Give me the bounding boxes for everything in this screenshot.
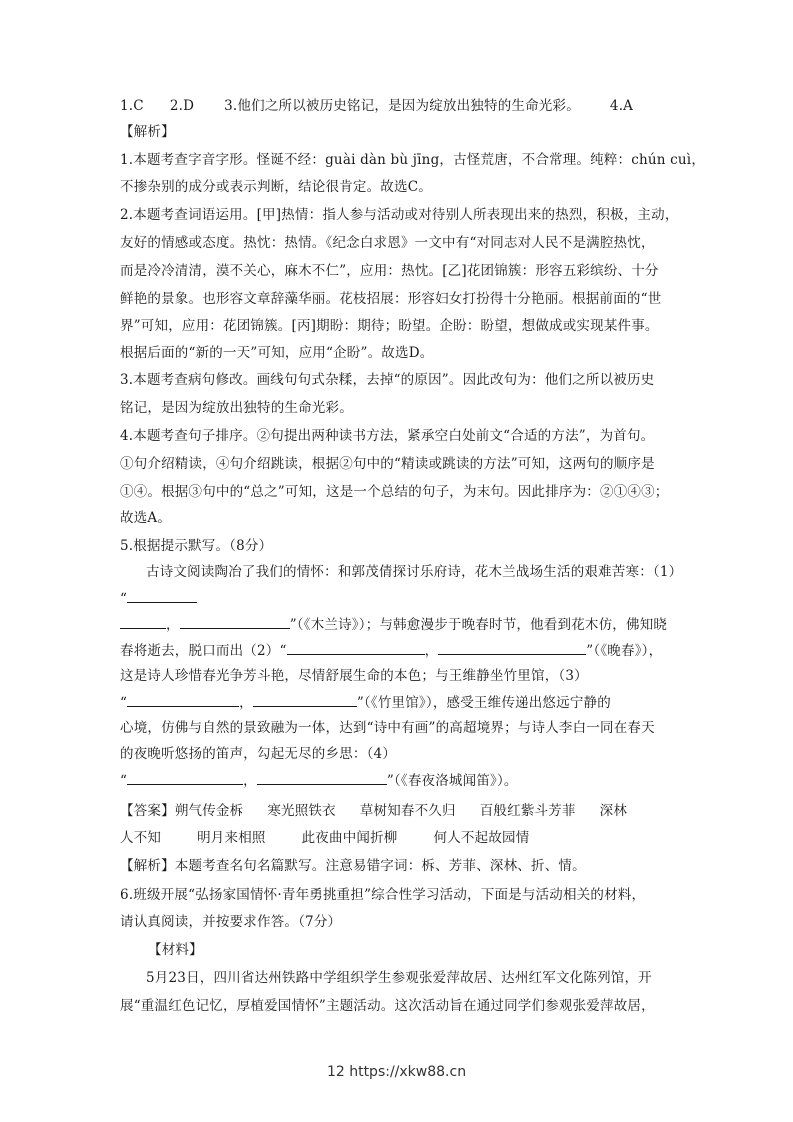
page-footer: 12 https://xkw88.cn: [326, 1064, 467, 1080]
q3-line-1: 3.本题考查病句修改。画线句句式杂糅，去掉“的原因”。因此改句为：他们之所以被历史: [120, 372, 655, 388]
wanchun-tail: ”（《晚春》），: [586, 643, 663, 659]
answer-4: 4.A: [609, 98, 634, 114]
fill-blank[interactable]: [257, 770, 387, 785]
answer-1: 1.C: [120, 98, 144, 114]
q2-line-6: 根据后面的“新的一天”可知，应用“企盼”。故选D。: [120, 345, 434, 361]
q6-line-2: 请认真阅读，并按要求作答。（7分）: [120, 914, 342, 930]
q6-line-1: 6.班级开展“弘扬家国情怀·青年勇挑重担”综合性学习活动，下面是与活动相关的材料，: [120, 887, 646, 903]
separator: ，: [239, 695, 253, 711]
fill-blank[interactable]: [127, 692, 239, 707]
answer-label: 【答案】: [120, 803, 175, 819]
open-quote: “: [120, 695, 128, 711]
q3-line-2: 铭记，是因为绽放出独特的生命光彩。: [120, 400, 353, 416]
fill-blank[interactable]: [180, 614, 290, 629]
q5-line-mulan: [120, 614, 680, 635]
q4-line-2: ①句介绍精读，④句介绍跳读，根据②句中的“精读或跳读的方法”可知，这两句的顺序是: [120, 456, 655, 472]
q6-material-line-1: 5月23日，四川省达州铁路中学组织学生参观张爱萍故居、达州红军文化陈列馆，开: [146, 970, 652, 986]
analysis-header: 【解析】: [120, 124, 175, 140]
q2-line-1: 2.本题考查词语运用。[甲]热情：指人参与活动或对待别人所表现出来的热烈，积极，主动，: [120, 207, 679, 223]
q4-line-1: 4.本题考查句子排序。②句提出两种读书方法，紧承空白处前文“合适的方法”，为首句。: [120, 428, 655, 444]
zhuliguan-tail: ”（《竹里馆》），感受王维传递出悠远宁静的: [356, 695, 611, 711]
luocheng-tail: ”（《春夜洛城闻笛》）。: [386, 773, 518, 789]
answers-row: [120, 96, 680, 116]
answer-item: 何人不起故园情: [433, 830, 530, 846]
q5-paragraph-5: 这是诗人珍惜春光争芳斗艳，尽情舒展生命的本色；与王维静坐竹里馆，（3）: [120, 668, 588, 684]
fill-blank[interactable]: [438, 640, 586, 655]
answer-item: 百般红紫斗芳菲: [479, 803, 576, 819]
answer-item: 深林: [599, 803, 628, 819]
fill-blank[interactable]: [253, 692, 357, 707]
q1-line-2: 不掺杂别的成分或表示判断，结论很肯定。故选C。: [120, 179, 432, 195]
q2-line-4: 鲜艳的景象。也形容文章辞藻华丽。花枝招展：形容妇女打扮得十分艳丽。根据前面的“世: [120, 291, 662, 307]
q2-line-5: 界”可知，应用：花团锦簇。[丙]期盼：期待；盼望。企盼：盼望，想做成或实现某件事。: [120, 318, 659, 334]
q6-material-line-2: 展“重温红色记忆，厚植爱国情怀”主题活动。这次活动旨在通过同学们参观张爱萍故居，: [120, 998, 655, 1014]
q6-material-label: 【材料】: [148, 942, 203, 958]
q5-answer-line-2: [120, 828, 680, 848]
fill-blank[interactable]: [127, 588, 197, 603]
answer-3: 3.他们之所以被历史铭记，是因为绽放出独特的生命光彩。: [224, 98, 580, 114]
q1-line-1: 1.本题考查字音字形。怪诞不经：guài dàn bù jīng，古怪荒唐，不合常理。纯粹：chún cuì，: [120, 152, 706, 168]
q5-title: 5.根据提示默写。（8分）: [120, 538, 273, 554]
separator: ，: [166, 617, 180, 633]
mulan-text: ”（《木兰诗》）；与韩愈漫步于晚春时节，他看到花木仿，佛知晓: [289, 617, 668, 633]
q2-line-2: 友好的情感或态度。热忱：热情。《纪念白求恩》一文中有“对同志对人民不是满腔热忱，: [120, 235, 655, 251]
answer-item: 此夜曲中闻折柳: [301, 830, 398, 846]
answer-item: 草树知春不久归: [359, 803, 456, 819]
fill-blank[interactable]: [287, 640, 425, 655]
separator: ，: [424, 643, 439, 659]
q5-paragraph-1: 古诗文阅读陶冶了我们的情怀：和郭茂倩探讨乐府诗，花木兰战场生活的艰难苦寒：（1）: [146, 564, 683, 580]
q5-line-luocheng: [120, 770, 680, 791]
q5-paragraph-8: 的夜晚听悠扬的笛声，勾起无尽的乡思：（4）: [120, 746, 397, 762]
q4-line-3: ①④。根据③句中的“总之”可知，这是一个总结的句子，为末句。因此排序为：②①④③；: [120, 484, 669, 500]
wanchun-head: 春将逝去，脱口而出（2）“: [120, 643, 287, 659]
separator: ，: [243, 773, 257, 789]
answer-item: 朔气传金柝: [174, 803, 244, 819]
q5-line-zhuliguan: [120, 692, 680, 713]
q5-analysis: 【解析】本题考查名句名篇默写。注意易错字词：柝、芳菲、深林、折、情。: [120, 858, 586, 874]
fill-blank[interactable]: [127, 770, 243, 785]
answer-item: 人不知: [120, 830, 162, 846]
fill-blank[interactable]: [120, 614, 166, 629]
q2-line-3: 而是冷冷清清，漠不关心，麻木不仁”，应用：热忱。[乙]花团锦簇：形容五彩缤纷、十分: [120, 263, 659, 279]
q4-line-4: 故选A。: [120, 510, 172, 526]
answer-item: 寒光照铁衣: [267, 803, 336, 819]
q5-line-wanchun: [120, 640, 680, 661]
q5-line-blank-1: [120, 588, 680, 609]
open-quote: “: [120, 591, 128, 607]
q5-answer-line-1: [120, 801, 680, 821]
q5-paragraph-7: 心境，仿佛与自然的景致融为一体，达到“诗中有画”的高超境界；与诗人李白一同在春天: [120, 720, 655, 736]
answer-item: 明月来相照: [197, 830, 266, 846]
answer-2: 2.D: [169, 98, 195, 114]
open-quote: “: [120, 773, 128, 789]
